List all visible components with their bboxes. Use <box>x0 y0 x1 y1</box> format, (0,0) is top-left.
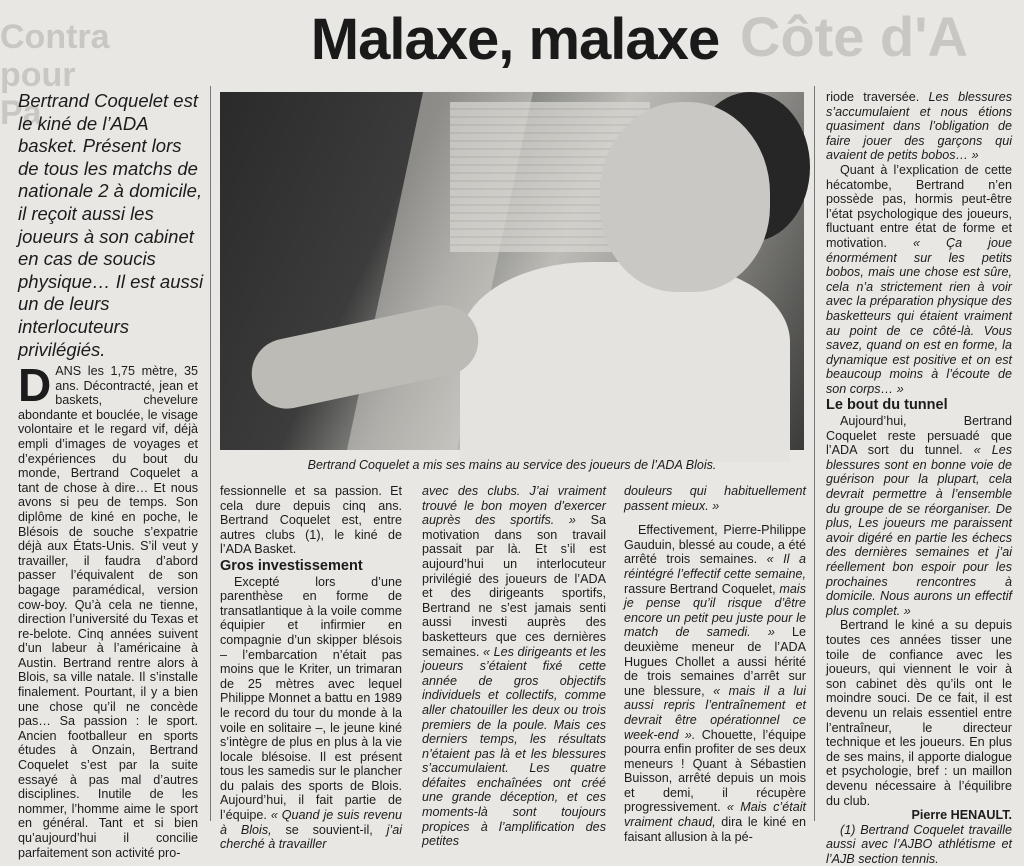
article-headline: Malaxe, malaxe <box>310 7 720 72</box>
article-column-3 <box>422 484 606 849</box>
paragraph: Bertrand le kiné a su depuis toutes ces années tisser une toile de confiance avec les joueurs, qui viennent le voir à son cabinet dès qu’ils ont le moindre souci. De ce fait, il est devenu un relais essentiel entre l’entraîneur, le directeur technique et les joueurs. En plus de ses mains, il apporte dialogue et psychologie, bref : un maillon devenu nécessaire à l’équilibre du club. <box>826 618 1012 808</box>
paragraph: fessionnelle et sa passion. Et cela dure depuis cinq ans. Bertrand Coquelet est, entre autres clubs (1), le kiné de l’ADA Basket. <box>220 484 402 557</box>
article-column-1 <box>18 359 198 860</box>
paragraph: Aujourd’hui, Bertrand Coquelet reste persuadé que l’ADA sort du tunnel. « Les blessures sont en bonne voie de guérison pour la plupart, cela devrait permettre à l’ensemble du groupe de se réorganiser. De plus, Les joueurs me paraissent avoir digéré en partie les échecs des dernières semaines et j’ai réellement bon espoir pour les prochaines rencontres à domicile. Nous aurons un effectif plus complet. » <box>826 414 1012 618</box>
adjacent-article-ghost-headline: Côte d'A <box>740 5 968 68</box>
column-text: ANS les 1,75 mètre, 35 ans. Décontracté, jean et baskets, chevelure abondante et bouclée, le visage volontaire et le regard vif, déjà empli d’images de voyages et d’expériences du bout du monde, Bertrand Coquelet a tant de chose à dire… Et nous avons si peu de temps. Son diplôme de kiné en poche, le Blésois de souche s’expatrie déjà aux États-Unis. S’il veut y travailler, il faudra d’abord passer l’équivalent de son bagage paramédical, version cow-boy. Qu’à cela ne tienne, direction l’université du Texas et re-belote. Cinq années suivent d’un labeur à l’américaine à Austin. Bertrand rentre alors à Blois, sa ville natale. Il s’installe finalement. Pourtant, il y a bien une chose qu’il ne concède pas… Sa passion : le sport. Ancien footballeur en sports études à Onzain, Bertrand Coquelet s’est par la suite essayé à pas mal d’autres disciplines. Inutile de les nommer, l’homme aime le sport en général. Tant et si bien qu’aujourd’hui il concilie parfaitement son activité pro- <box>18 364 198 860</box>
paragraph: Effectivement, Pierre-Philippe Gauduin, blessé au coude, a été arrêté trois semaines. « Il a réintégré l’effectif cette semaine, rassure Bertrand Coquelet, mais je pense qu’il risque d’être encore un petit peu juste pour le match de samedi. » Le deuxième meneur de l’ADA Hugues Chollet a aussi hérité de trois semaines d’arrêt sur une blessure, « mais il a lui aussi repris l’entraînement et devrait être opérationnel ce week-end ». Chouette, l’équipe pourra enfin profiter de ses deux meneurs ! Quant à Sébastien Buisson, arrêté depuis un mois et demi, il récupère progressivement. « Mais c’était vraiment chaud, dira le kiné en faisant allusion à la pé- <box>624 523 807 844</box>
subheading: Gros investissement <box>220 557 363 574</box>
drop-cap: D <box>18 359 52 411</box>
article-column-5 <box>826 90 1012 866</box>
adjacent-article-ghost-text: Contra pour Pa <box>0 18 110 132</box>
paragraph: riode traversée. Les blessures s’accumulaient et nous étions quasiment dans l’obligation de faire jouer des garçons qui avaient de petits bobos… » <box>826 90 1012 163</box>
column-rule <box>210 86 211 821</box>
photo-caption: Bertrand Coquelet a mis ses mains au service des joueurs de l’ADA Blois. <box>307 458 717 472</box>
paragraph: avec des clubs. J’ai vraiment trouvé le bon moyen d’exercer auprès des sportifs. » Sa motivation dans son travail passait par là. Et s’il est aujourd’hui un interlocuteur privilégié des joueurs de l’ADA et des dirigeants sportifs, Bertrand ne s’est jamais senti aussi investi auprès des basketteurs que ces dernières semaines. « Les dirigeants et les joueurs s’étaient fixé cette année de gros objectifs individuels et collectifs, comme aller chatouiller les deux ou trois premiers de la poule. Mais ces derniers temps, les résultats n’étaient pas là et les blessures s’accumulaient. Les quatre défaites enchaînées ont créé une grande déception, et ces moments-là sont toujours propices à l’amplification des petites <box>422 484 606 849</box>
paragraph: Excepté lors d’une parenthèse en forme de transatlantique à la voile comme équipier et infirmier en compagnie d’un skipper blésois – l’embarcation n’était pas moins que le Kriter, un trimaran de 25 mètres avec lequel Philippe Monnet a battu en 1989 le record du tour du monde à la voile en solitaire –, le jeune kiné s’intègre de plus en plus à la vie locale blésoise. Il est présent tous les samedis sur le plancher du palais des sports de Blois. Aujourd’hui, il fait partie de l’équipe. « Quand je suis revenu à Blois, se souvient-il, j’ai cherché à travailler <box>220 574 402 852</box>
paragraph: Quant à l’explication de cette hécatombe, Bertrand n’en possède pas, hormis peut-être l’état psychologique des joueurs, fluctuant entre état de forme et motivation. « Ça joue énormément sur les petits bobos, mais une chose est sûre, cela n’a strictement rien à voir avec la préparation physique des basketteurs qui étaient vraiment au point de ce côté-là. Vous savez, quand on est en forme, la dynamique est positive et on est beaucoup moins à l’écoute de son corps… » <box>826 162 1012 396</box>
column-rule <box>814 86 815 821</box>
photo-subject-shirt <box>460 262 790 462</box>
paragraph: douleurs qui habituellement passent mieux. » <box>624 484 806 513</box>
article-column-4 <box>624 484 806 844</box>
author-signature: Pierre HENAULT. <box>911 808 1012 823</box>
article-column-2 <box>220 484 402 852</box>
subheading: Le bout du tunnel <box>826 397 948 414</box>
article-intro: Bertrand Coquelet est le kiné de l’ADA basket. Présent lors de tous les matchs de nationale 2 à domicile, il reçoit aussi les joueurs à son cabinet en cas de soucis physique… Il est aussi un de leurs interlocuteurs privilégiés. <box>18 90 204 360</box>
photo-subject-face <box>600 102 770 292</box>
article-photo <box>220 92 804 450</box>
footnote: (1) Bertrand Coquelet travaille aussi avec l’AJBO athlétisme et l’AJB section tennis. <box>826 822 1012 866</box>
